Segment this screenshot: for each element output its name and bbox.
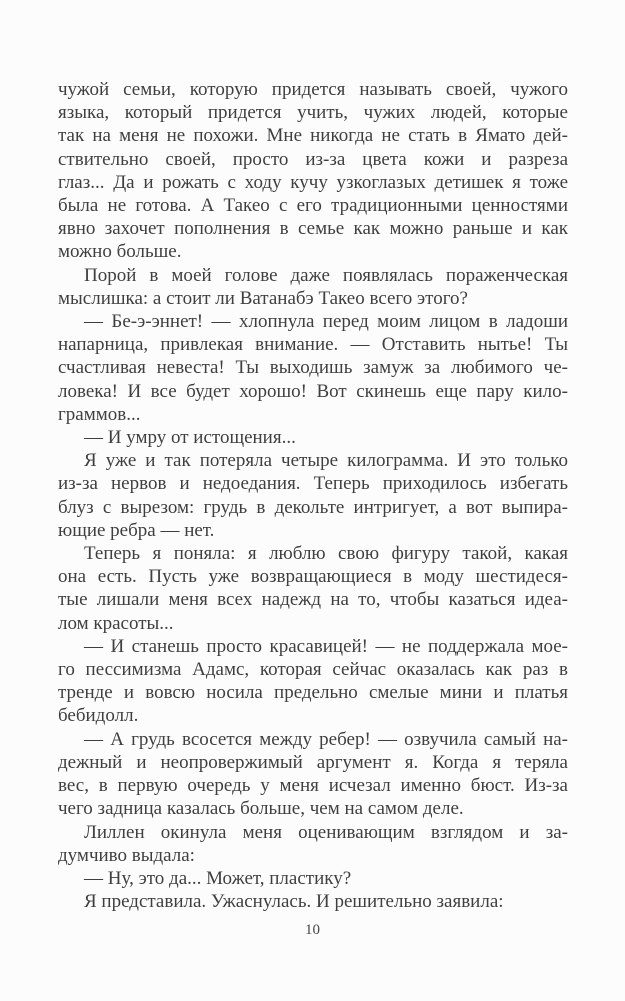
- paragraph: [58, 635, 568, 728]
- text-line: граммов...: [58, 403, 141, 425]
- paragraph: [58, 264, 568, 310]
- text-line: была не готова. А Такео с его традиционными ценностями: [58, 195, 568, 217]
- text-line: бебидолл.: [58, 705, 139, 727]
- text-line: чего задница казалась больше, чем на самом деле.: [58, 798, 464, 820]
- paragraph: [58, 890, 568, 913]
- text-line: счастливая невеста! Ты выходишь замуж за любимого че-: [58, 357, 568, 379]
- text-line: — Ну, это да... Может, пластику?: [84, 867, 352, 889]
- text-line: ющие ребра — нет.: [58, 519, 215, 541]
- text-line: так на меня не похожи. Мне никогда не стать в Ямато дей-: [58, 125, 568, 147]
- paragraph: [58, 728, 568, 821]
- paragraph: [58, 426, 568, 449]
- text-line: можно больше.: [58, 241, 182, 263]
- text-line: ствительно своей, просто из-за цвета кожи и разреза: [58, 148, 568, 170]
- page-text: [58, 78, 568, 913]
- paragraph: [58, 821, 568, 867]
- paragraph: [58, 78, 568, 264]
- paragraph: [58, 867, 568, 890]
- text-line: думчиво выдала:: [58, 844, 195, 866]
- text-line: блуз с вырезом: грудь в декольте интригует, а вот выпира-: [58, 496, 568, 518]
- text-line: чужой семьи, которую придется называть своей, чужого: [58, 79, 568, 100]
- text-line: Лиллен окинула меня оценивающим взглядом и за-: [84, 821, 568, 843]
- text-line: из-за нервов и недоедания. Теперь приходилось избегать: [58, 473, 568, 495]
- text-line: Я уже и так потеряла четыре килограмма. И это только: [84, 450, 568, 472]
- text-line: — И станешь просто красавицей! — не поддержала мое-: [84, 635, 568, 657]
- text-line: мыслишка: а стоит ли Ватанабэ Такео всего этого?: [58, 287, 468, 309]
- text-line: напарница, привлекая внимание. — Отставить нытье! Ты: [58, 334, 568, 356]
- text-line: она есть. Пусть уже возвращающиеся в моду шестидеся-: [58, 566, 568, 588]
- text-line: Теперь я поняла: я люблю свою фигуру такой, какая: [84, 543, 568, 565]
- text-line: дежный и неопровержимый аргумент я. Когда я теряла: [58, 751, 568, 773]
- text-line: — Бе-э-эннет! — хлопнула перед моим лицом в ладоши: [84, 311, 568, 333]
- text-line: Порой в моей голове даже появлялась пораженческая: [84, 264, 568, 286]
- text-line: явно захочет пополнения в семье как можно раньше и как: [58, 218, 568, 240]
- text-line: ловека! И все будет хорошо! Вот скинешь еще пару кило-: [58, 380, 568, 402]
- page-number: 10: [305, 922, 320, 938]
- text-line: Я представила. Ужаснулась. И решительно заявила:: [84, 891, 504, 913]
- text-line: тренде и вовсю носила предельно смелые мини и платья: [58, 682, 568, 704]
- text-line: тые лишали меня всех надежд на то, чтобы казаться идеа-: [58, 589, 568, 611]
- paragraph: [58, 449, 568, 542]
- paragraph: [58, 542, 568, 635]
- paragraph: [58, 310, 568, 426]
- text-line: вес, в первую очередь у меня исчезал именно бюст. Из-за: [58, 775, 568, 797]
- text-line: лом красоты...: [58, 612, 174, 634]
- text-line: глаз... Да и рожать с ходу кучу узкоглазых детишек я тоже: [58, 171, 568, 193]
- text-line: го пессимизма Адамс, которая сейчас оказалась как раз в: [58, 659, 568, 681]
- text-line: — И умру от истощения...: [84, 427, 296, 449]
- text-line: — А грудь всосется между ребер! — озвучила самый на-: [84, 728, 568, 750]
- text-line: языка, который придется учить, чужих людей, которые: [58, 102, 568, 124]
